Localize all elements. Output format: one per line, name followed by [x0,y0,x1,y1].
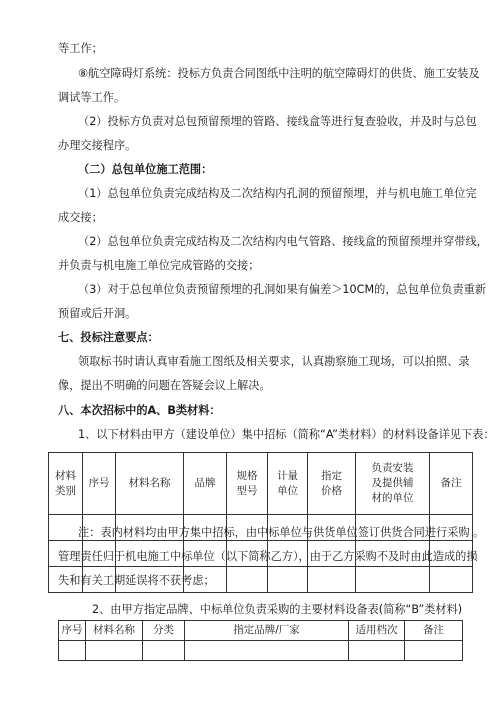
text-line: 等工作； [58,42,103,55]
text-line: 领取标书时请认真审看施工图纸及相关要求，认真勘察施工现场，可以拍照、录 [78,355,470,368]
text-line: 管理责任归于机电施工中标单位（以下简称乙方），由于乙方采购不及时由此造成的损 [58,550,478,563]
table-b [58,620,463,661]
table-header-cell: 适用档次 [349,621,405,641]
text-line: 注：表内材料均由甲方集中招标，由中标单位与供货单位签订供货合同进行采购 。 [78,526,485,539]
table-header-cell: 序号 [59,621,86,641]
text-line: （2）总包单位负责完成结构及二次结构内电气管路、接线盒的预留预埋并穿带线， [78,235,488,248]
table-header-row [49,453,473,515]
table-header-cell: 序号 [83,453,116,515]
text-line: 成交接； [58,211,103,224]
table-cell [349,641,405,661]
table-header-cell: 材料 类别 [49,453,83,515]
table-cell [185,641,349,661]
table-header-cell: 分类 [143,621,185,641]
section-heading: （二）总包单位施工范围： [78,163,213,176]
table-header-cell: 备注 [430,453,473,515]
table-a [48,452,473,593]
table-cell [86,641,143,661]
table-header-cell: 材料名称 [116,453,184,515]
table-header-cell: 负责安装 及提供辅 材的单位 [356,453,430,515]
text-line: （2）投标方负责对总包预留预埋的管路、接线盒等进行复查验收，并及时与总包 [78,115,477,128]
table-header-cell: 品牌 [184,453,227,515]
table-header-cell: 规格 型号 [227,453,268,515]
text-line: ⑧航空障碍灯系统：投标方负责合同图纸中注明的航空障碍灯的供货、施工安装及 [78,67,480,80]
text-line: （1）总包单位负责完成结构及二次结构内孔洞的预留预埋，并与机电施工单位完 [78,187,477,200]
table-header-cell: 指定 价格 [308,453,356,515]
table-header-cell: 备注 [405,621,463,641]
text-line: 调试等工作。 [58,91,126,104]
text-line: 并负责与机电施工单位完成管路的交接； [58,259,260,272]
table-cell [227,567,268,593]
table-cell [143,641,185,661]
table-cell [356,567,430,593]
text-line: 预留或后开洞。 [58,307,137,320]
table-header-cell: 计量 单位 [268,453,308,515]
table-row [59,641,463,661]
section-heading: 七、投标注意要点： [58,331,159,344]
text-line: 1、以下材料由甲方（建设单位）集中招标（简称“A”类材料）的材料设备详见下表： [78,428,495,441]
table-header-cell: 材料名称 [86,621,143,641]
text-line: 像，提出不明确的问题在答疑会议上解决。 [58,379,271,392]
text-line: （3）对于总包单位负责预留预埋的孔洞如果有偏差＞10CM的，总包单位负责重新 [78,283,487,296]
table-header-cell: 指定品牌/厂家 [185,621,349,641]
section-heading: 八、本次招标中的A、B类材料： [58,404,221,417]
text-line: 2、由甲方指定品牌、中标单位负责采购的主要材料设备表(简称“B”类材料) [92,603,463,616]
table-cell [430,567,473,593]
table-cell [405,641,463,661]
table-cell [308,567,356,593]
text-line: 办理交接程序。 [58,139,137,152]
table-cell [59,641,86,661]
table-cell [268,567,308,593]
table-header-row [59,621,463,641]
text-line: 失和有关工期延误将不获考虑； [58,574,215,587]
